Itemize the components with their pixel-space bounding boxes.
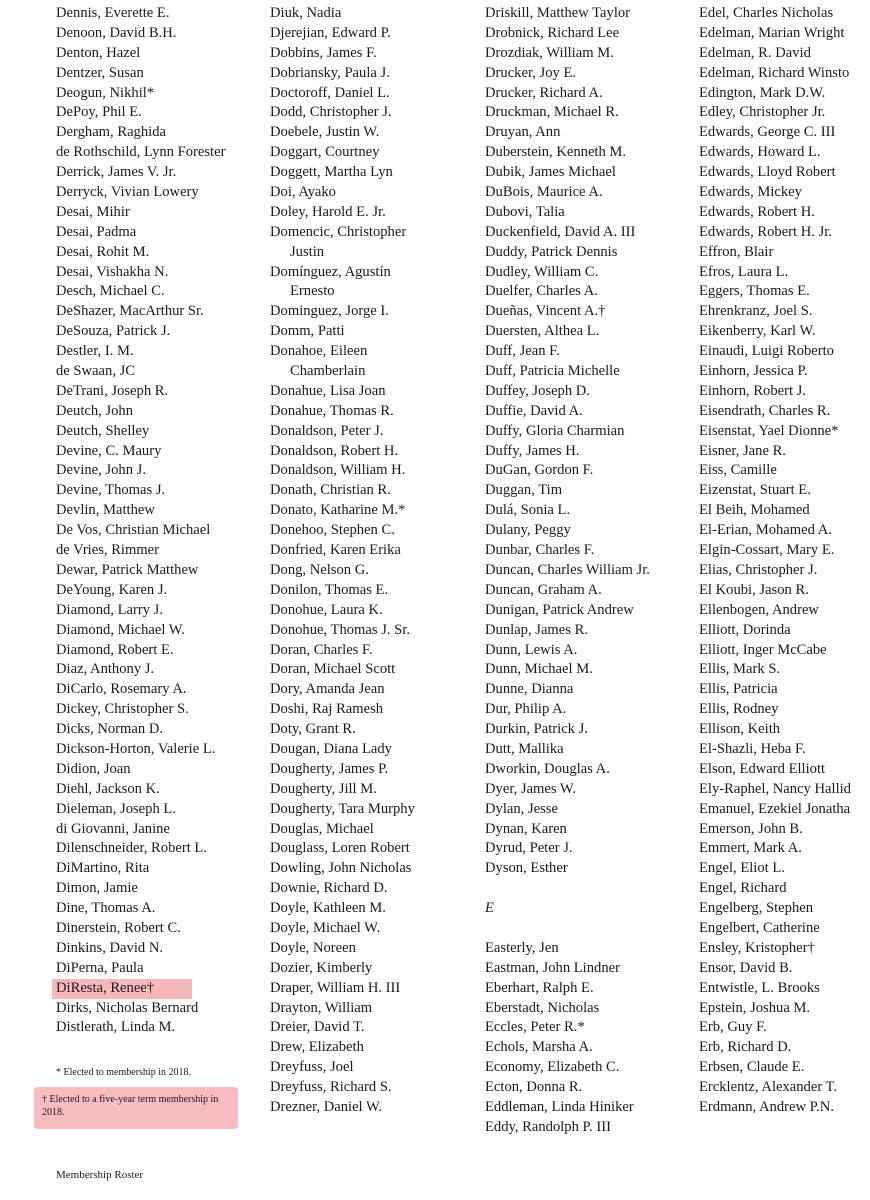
roster-entry: Djerejian, Edward P. (270, 24, 391, 41)
roster-entry: Duffy, Gloria Charmian (485, 422, 625, 439)
roster-entry: Dreier, David T. (270, 1019, 365, 1036)
roster-entry: Duff, Jean F. (485, 343, 560, 360)
roster-entry: Dutt, Mallika (485, 740, 564, 757)
roster-entry: Dieleman, Joseph L. (56, 800, 176, 817)
roster-entry: Drozdiak, William M. (485, 44, 614, 61)
roster-entry: Dueñas, Vincent A.† (485, 303, 606, 320)
roster-entry: Ecton, Donna R. (485, 1079, 583, 1096)
roster-entry: Dobriansky, Paula J. (270, 64, 390, 81)
roster-entry: Donohue, Thomas J. Sr. (270, 621, 410, 638)
roster-entry: Entwistle, L. Brooks (699, 979, 820, 996)
roster-entry: Dobbins, James F. (270, 44, 377, 61)
roster-entry: Erdmann, Andrew P.N. (699, 1098, 834, 1115)
roster-entry: Echols, Marsha A. (485, 1039, 593, 1056)
roster-entry: Ercklentz, Alexander T. (699, 1079, 838, 1096)
roster-entry: Doyle, Michael W. (270, 919, 381, 936)
roster-entry: Devine, C. Maury (56, 442, 162, 459)
roster-entry: Drayton, William (270, 999, 373, 1016)
roster-entry: Dentzer, Susan (56, 64, 144, 81)
roster-entry: Draper, William H. III (270, 979, 401, 996)
roster-entry: Duberstein, Kenneth M. (485, 144, 627, 161)
roster-entry: Dougherty, James P. (270, 760, 389, 777)
roster-entry: Eikenberry, Karl W. (699, 323, 816, 340)
roster-entry: Duffie, David A. (485, 402, 583, 419)
roster-entry: Donaldson, Peter J. (270, 422, 384, 439)
roster-entry: Engelberg, Stephen (699, 900, 814, 917)
roster-entry: Douglas, Michael (270, 820, 374, 837)
roster-column-3 (485, 4, 690, 1138)
roster-entry: Donfried, Karen Erika (270, 542, 401, 559)
roster-entry: Diamond, Robert E. (56, 641, 174, 658)
roster-entry: Derryck, Vivian Lowery (56, 184, 199, 201)
roster-entry: Donohue, Laura K. (270, 601, 383, 618)
roster-entry: Ely-Raphel, Nancy Hallid (699, 780, 851, 797)
roster-entry: Eggers, Thomas E. (699, 283, 810, 300)
roster-entry: El Beih, Mohamed (699, 502, 810, 519)
roster-entry: El-Erian, Mohamed A. (699, 522, 832, 539)
roster-entry: di Giovanni, Janine (56, 820, 170, 837)
roster-entry: Donaldson, Robert H. (270, 442, 399, 459)
roster-entry: Edwards, Lloyd Robert (699, 164, 836, 181)
roster-entry: Diamond, Michael W. (56, 621, 185, 638)
roster-entry: Eccles, Peter R.* (485, 1019, 585, 1036)
roster-entry-continuation: Ernesto (290, 283, 335, 300)
roster-entry: Duddy, Patrick Dennis (485, 243, 618, 260)
roster-entry: Dominguez, Jorge I. (270, 303, 389, 320)
roster-column-2 (270, 4, 470, 1118)
roster-entry: Diehl, Jackson K. (56, 780, 160, 797)
roster-entry: Einhorn, Jessica P. (699, 363, 808, 380)
roster-entry: Doctoroff, Daniel L. (270, 84, 390, 101)
roster-entry: Ellis, Mark S. (699, 661, 781, 678)
roster-entry: Drobnick, Richard Lee (485, 24, 620, 41)
roster-entry: Eberstadt, Nicholas (485, 999, 600, 1016)
roster-entry: Deutch, Shelley (56, 422, 150, 439)
roster-entry: Doebele, Justin W. (270, 124, 380, 141)
roster-entry: Erb, Richard D. (699, 1039, 792, 1056)
roster-entry: Edwards, Howard L. (699, 144, 821, 161)
roster-entry: Einaudi, Luigi Roberto (699, 343, 834, 360)
roster-entry: Denoon, David B.H. (56, 24, 177, 41)
roster-entry: Dergham, Raghida (56, 124, 166, 141)
roster-entry: DeSouza, Patrick J. (56, 323, 171, 340)
roster-entry: Diamond, Larry J. (56, 601, 163, 618)
roster-entry: Dulany, Peggy (485, 522, 571, 539)
roster-entry: Eiss, Camille (699, 462, 777, 479)
section-letter: E (485, 900, 494, 917)
section-spacer (485, 919, 690, 939)
roster-entry: Eisner, Jane R. (699, 442, 786, 459)
roster-entry: Druckman, Michael R. (485, 104, 619, 121)
roster-entry: Doley, Harold E. Jr. (270, 203, 386, 220)
roster-entry: Dreyfuss, Joel (270, 1059, 354, 1076)
roster-entry: Dunne, Dianna (485, 681, 574, 698)
roster-entry: DePoy, Phil E. (56, 104, 142, 121)
roster-entry: Dougan, Diana Lady (270, 740, 392, 757)
roster-entry: Doshi, Raj Ramesh (270, 701, 384, 718)
roster-entry: Devine, John J. (56, 462, 146, 479)
roster-entry: Ellis, Rodney (699, 701, 779, 718)
roster-entry: Drucker, Joy E. (485, 64, 577, 81)
roster-entry: Edwards, George C. III (699, 124, 836, 141)
roster-entry: Desai, Padma (56, 223, 137, 240)
roster-entry: Epstein, Joshua M. (699, 999, 811, 1016)
roster-entry: Derrick, James V. Jr. (56, 164, 177, 181)
roster-entry: Dicks, Norman D. (56, 721, 164, 738)
roster-entry: Emmert, Mark A. (699, 840, 802, 857)
roster-entry: DeShazer, MacArthur Sr. (56, 303, 204, 320)
roster-entry: Donilon, Thomas E. (270, 581, 389, 598)
roster-entry: Dory, Amanda Jean (270, 681, 385, 698)
roster-entry: DiPerna, Paula (56, 959, 144, 976)
roster-entry: Efros, Laura L. (699, 263, 789, 280)
roster-entry: Diaz, Anthony J. (56, 661, 155, 678)
roster-entry: Erb, Guy F. (699, 1019, 767, 1036)
footnote-elected: * Elected to membership in 2018. (56, 1067, 191, 1078)
roster-entry: Domm, Patti (270, 323, 345, 340)
roster-entry: Dickey, Christopher S. (56, 701, 189, 718)
roster-entry: Diuk, Nadia (270, 5, 342, 21)
roster-entry: Donahue, Thomas R. (270, 402, 394, 419)
roster-entry: Eastman, John Lindner (485, 959, 620, 976)
roster-entry: Downie, Richard D. (270, 880, 388, 897)
roster-entry: Dirks, Nicholas Bernard (56, 999, 199, 1016)
roster-entry: Emanuel, Ezekiel Jonatha (699, 800, 851, 817)
roster-entry: Edwards, Mickey (699, 184, 802, 201)
roster-entry: Domínguez, Agustín (270, 263, 391, 280)
roster-entry: Desch, Michael C. (56, 283, 165, 300)
roster-entry: Engel, Eliot L. (699, 860, 785, 877)
roster-entry: Dickson-Horton, Valerie L. (56, 740, 216, 757)
roster-entry: El-Shazli, Heba F. (699, 740, 806, 757)
roster-entry: Engelbert, Catherine (699, 919, 820, 936)
roster-entry: Dennis, Everette E. (56, 5, 170, 21)
roster-entry: Duggan, Tim (485, 482, 563, 499)
roster-entry: Elliott, Dorinda (699, 621, 791, 638)
roster-entry: Dunlap, James R. (485, 621, 588, 638)
roster-entry: Edelman, Richard Winsto (699, 64, 850, 81)
roster-entry: Devlin, Matthew (56, 502, 155, 519)
roster-entry: De Vos, Christian Michael (56, 522, 211, 539)
roster-entry: Edington, Mark D.W. (699, 84, 826, 101)
roster-entry: Duffy, James H. (485, 442, 580, 459)
roster-entry: Eddleman, Linda Hiniker (485, 1098, 634, 1115)
roster-entry: Dylan, Jesse (485, 800, 558, 817)
roster-entry: Erbsen, Claude E. (699, 1059, 805, 1076)
roster-entry: Duckenfield, David A. III (485, 223, 636, 240)
roster-entry: Edwards, Robert H. (699, 203, 815, 220)
roster-entry: Eizenstat, Stuart E. (699, 482, 811, 499)
roster-entry: Dong, Nelson G. (270, 561, 369, 578)
roster-entry: Destler, I. M. (56, 343, 134, 360)
roster-entry: Domencic, Christopher (270, 223, 407, 240)
roster-entry: Dulá, Sonia L. (485, 502, 571, 519)
roster-entry: Elson, Edward Elliott (699, 760, 826, 777)
roster-entry: Dine, Thomas A. (56, 900, 156, 917)
roster-entry: Desai, Vishakha N. (56, 263, 169, 280)
roster-entry: Donehoo, Stephen C. (270, 522, 395, 539)
roster-entry: Donaldson, William H. (270, 462, 406, 479)
roster-entry: Doty, Grant R. (270, 721, 356, 738)
footnotes (42, 1066, 226, 1137)
roster-entry: Duffey, Joseph D. (485, 382, 590, 399)
roster-entry: Economy, Elizabeth C. (485, 1059, 620, 1076)
roster-entry: Drucker, Richard A. (485, 84, 603, 101)
roster-entry: Dur, Philip A. (485, 701, 567, 718)
roster-entry: Drezner, Daniel W. (270, 1098, 383, 1115)
roster-entry: Druyan, Ann (485, 124, 561, 141)
roster-column-4 (699, 4, 870, 1118)
roster-entry: Driskill, Matthew Taylor (485, 5, 631, 21)
roster-entry: Dunigan, Patrick Andrew (485, 601, 634, 618)
roster-entry: Dreyfuss, Richard S. (270, 1079, 392, 1096)
roster-entry: Elias, Christopher J. (699, 561, 818, 578)
roster-entry: Edwards, Robert H. Jr. (699, 223, 832, 240)
page-footer: Membership Roster (56, 1169, 144, 1181)
roster-entry: Dinerstein, Robert C. (56, 919, 181, 936)
roster-entry-continuation: Justin (290, 243, 325, 260)
roster-entry: Engel, Richard (699, 880, 787, 897)
roster-entry-highlighted: DiResta, Renee† (52, 979, 192, 999)
roster-entry: Edley, Christopher Jr. (699, 104, 826, 121)
roster-entry: Dunn, Michael M. (485, 661, 593, 678)
roster-entry: Doi, Ayako (270, 184, 336, 201)
roster-entry: Duncan, Charles William Jr. (485, 561, 650, 578)
roster-entry: Dudley, William C. (485, 263, 599, 280)
roster-entry: Edelman, Marian Wright (699, 24, 845, 41)
roster-entry: Dunn, Lewis A. (485, 641, 578, 658)
roster-entry: Ensley, Kristopher† (699, 939, 815, 956)
roster-entry: DeYoung, Karen J. (56, 581, 168, 598)
roster-entry: Eisenstat, Yael Dionne* (699, 422, 839, 439)
roster-entry: Ehrenkranz, Joel S. (699, 303, 813, 320)
roster-entry: Dubovi, Talia (485, 203, 565, 220)
roster-entry: Duersten, Althea L. (485, 323, 600, 340)
roster-entry: Dimon, Jamie (56, 880, 138, 897)
roster-entry: DeTrani, Joseph R. (56, 382, 169, 399)
roster-entry: Ellenbogen, Andrew (699, 601, 819, 618)
roster-entry-continuation: Chamberlain (290, 363, 366, 380)
roster-entry: Duff, Patricia Michelle (485, 363, 620, 380)
roster-entry: Eberhart, Ralph E. (485, 979, 594, 996)
roster-entry: Didion, Joan (56, 760, 131, 777)
roster-entry: Donahoe, Eileen (270, 343, 368, 360)
roster-entry: Donath, Christian R. (270, 482, 391, 499)
roster-entry: DiMartino, Rita (56, 860, 150, 877)
roster-entry: Dunbar, Charles F. (485, 542, 595, 559)
roster-entry: Dyson, Esther (485, 860, 568, 877)
roster-entry: Dilenschneider, Robert L. (56, 840, 207, 857)
roster-entry: Duncan, Graham A. (485, 581, 602, 598)
roster-entry: DuGan, Gordon F. (485, 462, 594, 479)
roster-entry: Dowling, John Nicholas (270, 860, 412, 877)
roster-entry: Eisendrath, Charles R. (699, 402, 831, 419)
roster-entry: Einhorn, Robert J. (699, 382, 807, 399)
roster-entry: Elgin-Cossart, Mary E. (699, 542, 835, 559)
roster-entry: Dworkin, Douglas A. (485, 760, 610, 777)
footnote-five-year-term: † Elected to a five-year term membership in 2018. (34, 1087, 238, 1129)
roster-entry: Donahue, Lisa Joan (270, 382, 386, 399)
roster-entry: Edelman, R. David (699, 44, 811, 61)
roster-entry: Deutch, John (56, 402, 134, 419)
roster-entry: Durkin, Patrick J. (485, 721, 588, 738)
roster-entry: Doggett, Martha Lyn (270, 164, 393, 181)
roster-column-1 (56, 4, 256, 1038)
roster-entry: Eddy, Randolph P. III (485, 1118, 611, 1135)
roster-entry: Devine, Thomas J. (56, 482, 166, 499)
roster-entry: Dougherty, Tara Murphy (270, 800, 415, 817)
roster-entry: DiCarlo, Rosemary A. (56, 681, 187, 698)
roster-entry: El Koubi, Jason R. (699, 581, 809, 598)
roster-entry: Donato, Katharine M.* (270, 502, 406, 519)
roster-entry: Easterly, Jen (485, 939, 559, 956)
roster-entry: Denton, Hazel (56, 44, 141, 61)
roster-entry: Edel, Charles Nicholas (699, 5, 834, 21)
roster-entry: Dougherty, Jill M. (270, 780, 377, 797)
roster-entry: Doyle, Kathleen M. (270, 900, 386, 917)
roster-entry: Dubik, James Michael (485, 164, 616, 181)
roster-entry: Ellison, Keith (699, 721, 781, 738)
roster-entry: Dynan, Karen (485, 820, 567, 837)
roster-entry: Doggart, Courtney (270, 144, 380, 161)
roster-entry: Dinkins, David N. (56, 939, 164, 956)
roster-entry: Dyrud, Peter J. (485, 840, 573, 857)
roster-entry: Ellis, Patricia (699, 681, 778, 698)
roster-entry: Desai, Rohit M. (56, 243, 150, 260)
roster-entry: Effron, Blair (699, 243, 774, 260)
roster-entry: Elliott, Inger McCabe (699, 641, 827, 658)
roster-entry: Emerson, John B. (699, 820, 803, 837)
roster-entry: de Vries, Rimmer (56, 542, 160, 559)
roster-entry: Doran, Charles F. (270, 641, 373, 658)
roster-entry: Duelfer, Charles A. (485, 283, 598, 300)
roster-entry: de Swaan, JC (56, 363, 136, 380)
roster-entry: Doyle, Noreen (270, 939, 356, 956)
roster-entry: Dodd, Christopher J. (270, 104, 392, 121)
roster-entry: Desai, Mihir (56, 203, 130, 220)
roster-entry: Doran, Michael Scott (270, 661, 396, 678)
roster-entry: Dewar, Patrick Matthew (56, 561, 199, 578)
roster-entry: Dyer, James W. (485, 780, 577, 797)
roster-entry: Deogun, Nikhil* (56, 84, 155, 101)
roster-entry: DuBois, Maurice A. (485, 184, 603, 201)
roster-entry: Distlerath, Linda M. (56, 1019, 176, 1036)
roster-entry: Ensor, David B. (699, 959, 793, 976)
roster-entry: Drew, Elizabeth (270, 1039, 364, 1056)
roster-entry: de Rothschild, Lynn Forester (56, 144, 226, 161)
roster-entry: Dozier, Kimberly (270, 959, 373, 976)
roster-entry: Douglass, Loren Robert (270, 840, 410, 857)
section-spacer (485, 879, 690, 899)
